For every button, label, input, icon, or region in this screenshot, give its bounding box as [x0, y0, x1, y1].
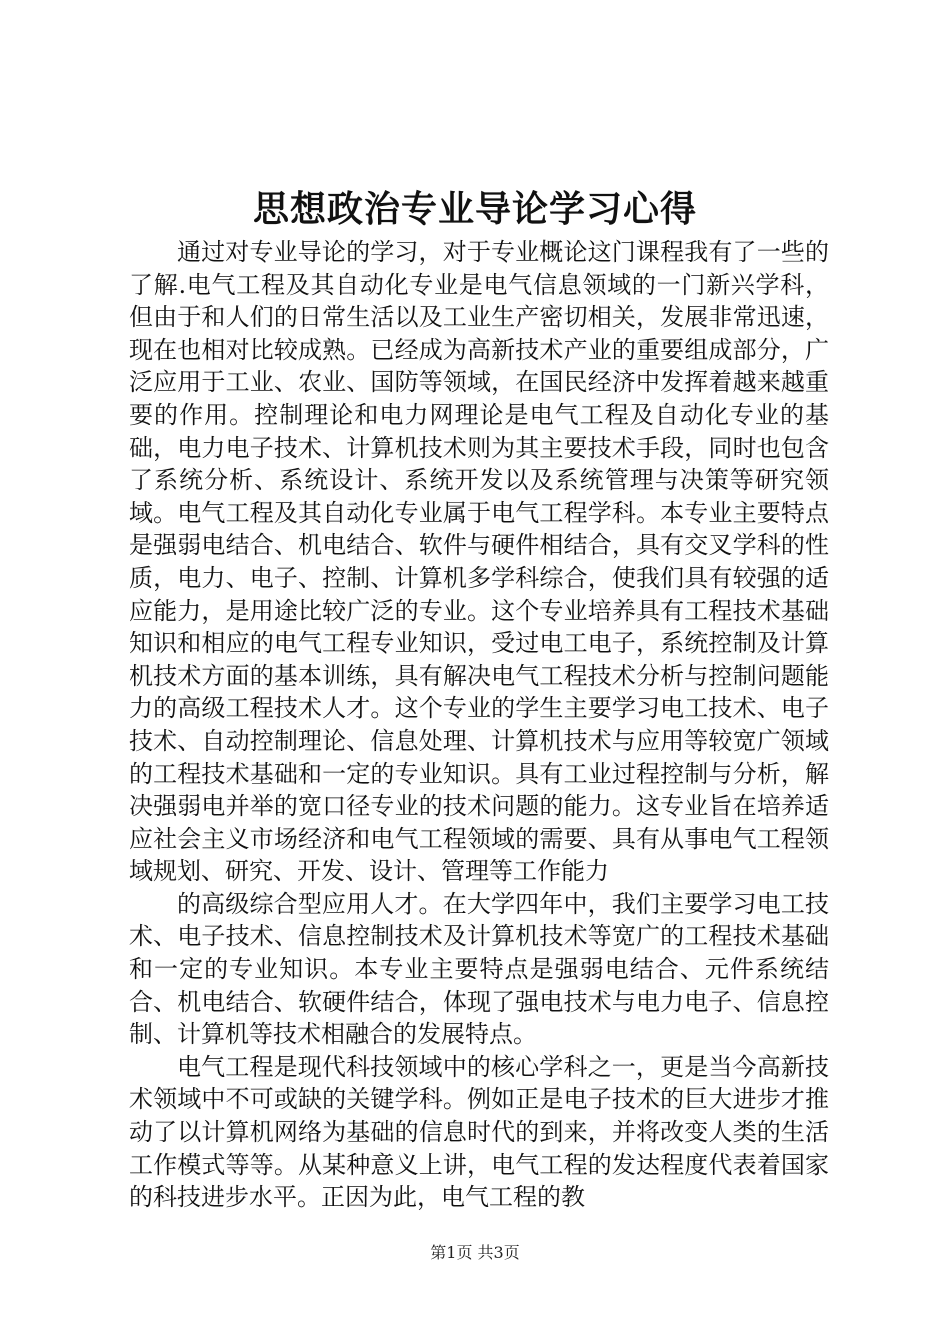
page-footer: 第1页 共3页	[430, 1243, 520, 1262]
document-body	[129, 236, 829, 1214]
paragraph-2: 的高级综合型应用人才。在大学四年中，我们主要学习电工技术、电子技术、信息控制技术及计算机技术等宽广的工程技术基础和一定的专业知识。本专业主要特点是强弱电结合、元件系统结合、机电结合、软硬件结合，体现了强电技术与电力电子、信息控制、计算机等技术相融合的发展特点。	[129, 889, 829, 1049]
paragraph-1: 通过对专业导论的学习，对于专业概论这门课程我有了一些的了解.电气工程及其自动化专业是电气信息领域的一门新兴学科，但由于和人们的日常生活以及工业生产密切相关，发展非常迅速，现在也相对比较成熟。已经成为高新技术产业的重要组成部分，广泛应用于工业、农业、国防等领域，在国民经济中发挥着越来越重要的作用。控制理论和电力网理论是电气工程及自动化专业的基础，电力电子技术、计算机技术则为其主要技术手段，同时也包含了系统分析、系统设计、系统开发以及系统管理与决策等研究领域。电气工程及其自动化专业属于电气工程学科。本专业主要特点是强弱电结合、机电结合、软件与硬件相结合，具有交叉学科的性质，电力、电子、控制、计算机多学科综合，使我们具有较强的适应能力，是用途比较广泛的专业。这个专业培养具有工程技术基础知识和相应的电气工程专业知识，受过电工电子，系统控制及计算机技术方面的基本训练，具有解决电气工程技术分析与控制问题能力的高级工程技术人才。这个专业的学生主要学习电工技术、电子技术、自动控制理论、信息处理、计算机技术与应用等较宽广领域的工程技术基础和一定的专业知识。具有工业过程控制与分析，解决强弱电并举的宽口径专业的技术问题的能力。这专业旨在培养适应社会主义市场经济和电气工程领域的需要、具有从事电气工程领域规划、研究、开发、设计、管理等工作能力	[129, 238, 829, 886]
paragraph-3: 电气工程是现代科技领域中的核心学科之一，更是当今高新技术领域中不可或缺的关键学科。例如正是电子技术的巨大进步才推动了以计算机网络为基础的信息时代的到来，并将改变人类的生活工作模式等等。从某种意义上讲，电气工程的发达程度代表着国家的科技进步水平。正因为此，电气工程的教	[129, 1052, 829, 1212]
page-title: 思想政治专业导论学习心得	[252, 189, 697, 230]
